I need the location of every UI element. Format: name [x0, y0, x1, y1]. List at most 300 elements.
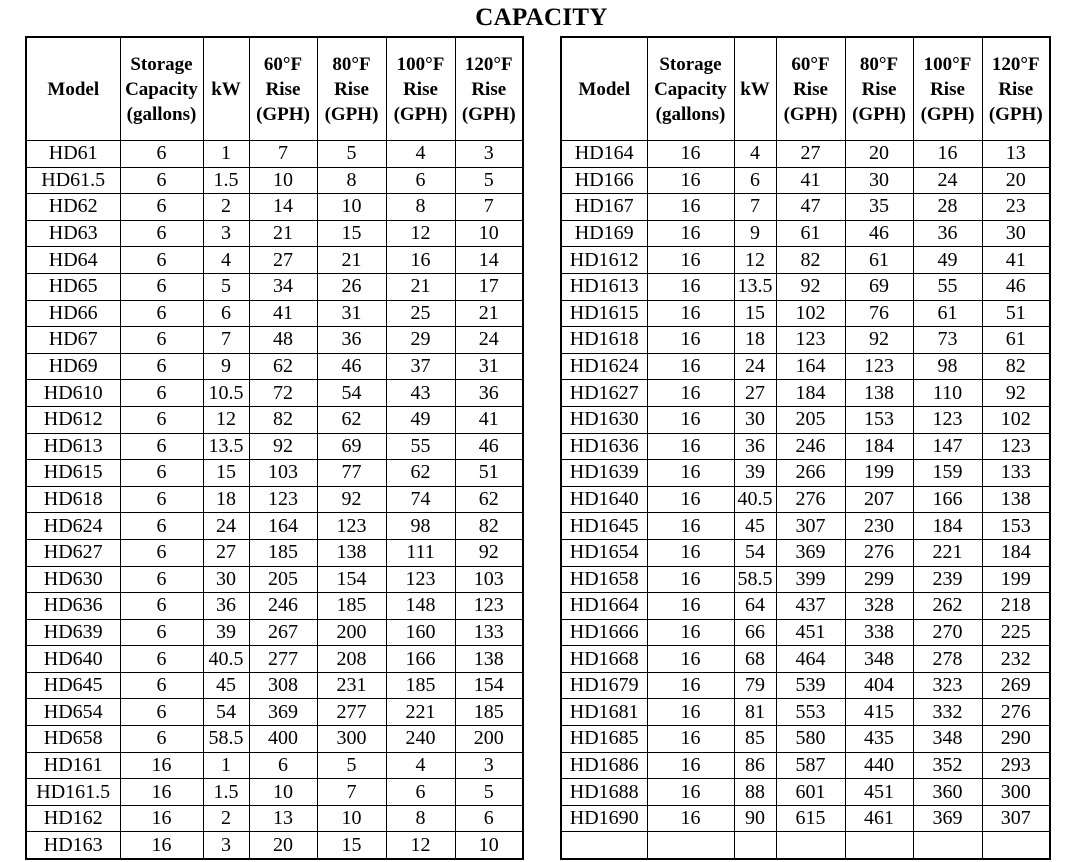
column-header-line: 80°F [859, 53, 899, 75]
table-row [26, 832, 523, 859]
table-cell: 4 [386, 141, 455, 168]
model-cell: HD639 [26, 619, 120, 646]
table-cell: 6 [120, 672, 203, 699]
table-row [561, 353, 1050, 380]
table-row [26, 194, 523, 221]
table-cell: 464 [776, 646, 845, 673]
column-header-line: 60°F [791, 53, 830, 75]
table-cell: 86 [734, 752, 776, 779]
table-cell: 5 [203, 273, 249, 300]
table-cell: 185 [386, 672, 455, 699]
table-cell: 3 [203, 220, 249, 247]
table-cell: 6 [455, 805, 523, 832]
table-cell: 153 [845, 406, 913, 433]
table-cell: 240 [386, 726, 455, 753]
table-cell: 16 [120, 779, 203, 806]
table-cell: 16 [647, 646, 734, 673]
table-cell: 88 [734, 779, 776, 806]
table-cell: 16 [913, 141, 982, 168]
table-cell: 36 [203, 593, 249, 620]
table-cell: 77 [317, 460, 386, 487]
table-cell: 18 [734, 327, 776, 354]
table-cell: 14 [249, 194, 317, 221]
table-cell: 16 [120, 832, 203, 859]
table-row [561, 460, 1050, 487]
table-cell: 246 [249, 593, 317, 620]
table-cell [647, 832, 734, 859]
table-cell: 111 [386, 539, 455, 566]
table-cell: 13 [982, 141, 1050, 168]
table-cell: 20 [249, 832, 317, 859]
table-cell: 47 [776, 194, 845, 221]
table-cell: 6 [120, 247, 203, 274]
table-cell: 1 [203, 752, 249, 779]
table-cell: 16 [120, 752, 203, 779]
capacity-table-right [560, 36, 1051, 860]
table-cell: 300 [982, 779, 1050, 806]
table-cell: 72 [249, 380, 317, 407]
table-cell: 138 [845, 380, 913, 407]
model-cell: HD630 [26, 566, 120, 593]
table-cell: 58.5 [734, 566, 776, 593]
table-cell: 6 [120, 646, 203, 673]
table-cell: 160 [386, 619, 455, 646]
model-cell: HD654 [26, 699, 120, 726]
column-header-line: (GPH) [461, 103, 516, 125]
model-cell: HD161 [26, 752, 120, 779]
table-cell: 30 [203, 566, 249, 593]
column-header [845, 37, 913, 141]
column-header [776, 37, 845, 141]
table-cell: 184 [982, 539, 1050, 566]
table-cell: 6 [120, 300, 203, 327]
model-cell: HD624 [26, 513, 120, 540]
table-cell: 123 [455, 593, 523, 620]
table-cell: 5 [317, 752, 386, 779]
table-cell: 293 [982, 752, 1050, 779]
table-cell: 14 [455, 247, 523, 274]
table-row [561, 167, 1050, 194]
table-row [561, 726, 1050, 753]
table-cell: 307 [982, 805, 1050, 832]
table-row [561, 273, 1050, 300]
model-cell: HD640 [26, 646, 120, 673]
table-cell: 82 [776, 247, 845, 274]
table-row [561, 619, 1050, 646]
capacity-table-left [25, 36, 524, 860]
table-cell: 6 [120, 566, 203, 593]
table-row [561, 646, 1050, 673]
table-cell: 29 [386, 327, 455, 354]
table-cell: 4 [386, 752, 455, 779]
column-header-line: (GPH) [852, 103, 906, 125]
table-cell: 200 [455, 726, 523, 753]
table-cell: 3 [455, 752, 523, 779]
table-cell: 45 [203, 672, 249, 699]
table-cell: 43 [386, 380, 455, 407]
table-cell: 1.5 [203, 779, 249, 806]
table-cell: 360 [913, 779, 982, 806]
table-row [561, 513, 1050, 540]
table-cell: 68 [734, 646, 776, 673]
table-cell: 21 [317, 247, 386, 274]
table-row [26, 646, 523, 673]
table-cell: 6 [386, 167, 455, 194]
table-cell: 28 [913, 194, 982, 221]
table-cell: 232 [982, 646, 1050, 673]
table-cell: 61 [776, 220, 845, 247]
table-cell: 461 [845, 805, 913, 832]
table-cell: 123 [913, 406, 982, 433]
table-cell: 348 [845, 646, 913, 673]
column-header [561, 37, 647, 141]
table-cell: 6 [120, 593, 203, 620]
table-cell: 184 [845, 433, 913, 460]
column-header-line: 80°F [332, 53, 371, 75]
table-cell: 21 [455, 300, 523, 327]
table-cell: 55 [386, 433, 455, 460]
table-cell: 308 [249, 672, 317, 699]
table-cell: 24 [203, 513, 249, 540]
table-cell: 66 [734, 619, 776, 646]
table-cell: 185 [455, 699, 523, 726]
table-cell: 9 [203, 353, 249, 380]
table-cell: 184 [913, 513, 982, 540]
table-cell: 49 [913, 247, 982, 274]
table-cell: 102 [982, 406, 1050, 433]
table-cell: 138 [455, 646, 523, 673]
table-cell: 31 [317, 300, 386, 327]
model-cell: HD636 [26, 593, 120, 620]
table-cell: 207 [845, 486, 913, 513]
table-cell: 5 [455, 779, 523, 806]
column-header-line: (GPH) [920, 103, 975, 125]
column-header [734, 37, 776, 141]
table-body [561, 141, 1050, 860]
table-cell: 27 [249, 247, 317, 274]
column-header-line: 100°F [923, 53, 972, 75]
table-cell: 6 [120, 539, 203, 566]
table-cell: 199 [845, 460, 913, 487]
table-cell: 15 [734, 300, 776, 327]
table-cell: 218 [982, 593, 1050, 620]
table-cell: 9 [734, 220, 776, 247]
table-cell: 123 [386, 566, 455, 593]
table-cell: 147 [913, 433, 982, 460]
table-cell: 6 [734, 167, 776, 194]
table-cell: 17 [455, 273, 523, 300]
table-cell: 16 [120, 805, 203, 832]
table-cell: 16 [647, 273, 734, 300]
table-cell: 16 [647, 220, 734, 247]
table-cell: 16 [647, 566, 734, 593]
table-cell: 31 [455, 353, 523, 380]
table-cell: 41 [982, 247, 1050, 274]
model-cell: HD612 [26, 406, 120, 433]
header-row [26, 37, 523, 141]
table-cell: 98 [913, 353, 982, 380]
model-cell: HD67 [26, 327, 120, 354]
table-row [26, 247, 523, 274]
table-cell: 16 [647, 513, 734, 540]
table-cell: 40.5 [203, 646, 249, 673]
table-cell: 81 [734, 699, 776, 726]
table-row [561, 247, 1050, 274]
model-cell: HD645 [26, 672, 120, 699]
model-cell: HD62 [26, 194, 120, 221]
table-cell: 41 [776, 167, 845, 194]
column-header [120, 37, 203, 141]
model-cell: HD61.5 [26, 167, 120, 194]
table-cell: 1 [203, 141, 249, 168]
table-cell: 16 [647, 779, 734, 806]
table-cell: 400 [249, 726, 317, 753]
table-cell: 82 [455, 513, 523, 540]
table-cell: 166 [386, 646, 455, 673]
table-row [26, 752, 523, 779]
table-cell: 435 [845, 726, 913, 753]
table-cell: 26 [317, 273, 386, 300]
table-row [561, 805, 1050, 832]
table-cell: 221 [386, 699, 455, 726]
table-cell: 21 [386, 273, 455, 300]
table-cell: 102 [776, 300, 845, 327]
table-cell: 6 [120, 433, 203, 460]
model-cell: HD615 [26, 460, 120, 487]
table-cell [776, 832, 845, 859]
table-cell: 6 [120, 460, 203, 487]
column-header-line: (GPH) [783, 103, 838, 125]
column-header-line: kW [740, 78, 770, 100]
table-cell: 200 [317, 619, 386, 646]
column-header-line: Rise [998, 78, 1034, 100]
table-cell: 3 [203, 832, 249, 859]
table-cell: 123 [982, 433, 1050, 460]
table-cell: 16 [647, 672, 734, 699]
table-cell: 369 [913, 805, 982, 832]
table-cell: 12 [734, 247, 776, 274]
table-cell: 221 [913, 539, 982, 566]
table-cell: 58.5 [203, 726, 249, 753]
table-row [561, 300, 1050, 327]
column-header-line: (gallons) [655, 103, 726, 125]
table-cell: 328 [845, 593, 913, 620]
model-cell: HD163 [26, 832, 120, 859]
table-cell: 40.5 [734, 486, 776, 513]
table-cell: 13 [249, 805, 317, 832]
column-header-line: (gallons) [126, 103, 197, 125]
table-row [561, 539, 1050, 566]
table-cell: 90 [734, 805, 776, 832]
model-cell: HD65 [26, 273, 120, 300]
table-cell: 6 [120, 726, 203, 753]
column-header [455, 37, 523, 141]
table-cell: 7 [203, 327, 249, 354]
table-cell: 30 [734, 406, 776, 433]
table-row [561, 220, 1050, 247]
table-cell: 16 [647, 726, 734, 753]
table-row [26, 699, 523, 726]
table-cell: 16 [647, 752, 734, 779]
column-header-line: kW [211, 78, 241, 100]
table-cell: 37 [386, 353, 455, 380]
model-cell: HD1627 [561, 380, 647, 407]
table-row [561, 672, 1050, 699]
table-cell: 5 [455, 167, 523, 194]
model-cell: HD1685 [561, 726, 647, 753]
table-cell: 98 [386, 513, 455, 540]
table-cell: 10 [317, 194, 386, 221]
table-cell: 6 [120, 406, 203, 433]
column-header-line: Model [47, 78, 100, 100]
table-cell: 225 [982, 619, 1050, 646]
table-row [561, 593, 1050, 620]
table-cell: 45 [734, 513, 776, 540]
model-cell: HD63 [26, 220, 120, 247]
table-cell: 16 [647, 300, 734, 327]
column-header [203, 37, 249, 141]
table-cell: 587 [776, 752, 845, 779]
table-cell: 451 [845, 779, 913, 806]
table-cell: 4 [734, 141, 776, 168]
model-cell: HD1613 [561, 273, 647, 300]
table-header [561, 37, 1050, 141]
table-cell: 24 [913, 167, 982, 194]
table-cell: 300 [317, 726, 386, 753]
table-cell: 133 [455, 619, 523, 646]
table-row [26, 619, 523, 646]
table-cell: 16 [647, 327, 734, 354]
table-cell: 51 [982, 300, 1050, 327]
column-header-line: (GPH) [393, 103, 448, 125]
table-row [561, 566, 1050, 593]
table-cell: 92 [776, 273, 845, 300]
table-cell: 323 [913, 672, 982, 699]
table-row [26, 779, 523, 806]
column-header [249, 37, 317, 141]
table-cell: 16 [386, 247, 455, 274]
table-cell: 16 [647, 433, 734, 460]
table-cell [845, 832, 913, 859]
table-cell: 332 [913, 699, 982, 726]
table-row [26, 726, 523, 753]
table-cell: 69 [317, 433, 386, 460]
column-header [647, 37, 734, 141]
model-cell: HD1618 [561, 327, 647, 354]
table-cell: 6 [120, 380, 203, 407]
table-row [561, 699, 1050, 726]
table-cell: 20 [982, 167, 1050, 194]
model-cell: HD1639 [561, 460, 647, 487]
table-cell: 54 [317, 380, 386, 407]
table-cell: 10 [455, 220, 523, 247]
table-cell: 6 [120, 167, 203, 194]
table-cell: 41 [249, 300, 317, 327]
table-cell: 399 [776, 566, 845, 593]
table-cell: 16 [647, 593, 734, 620]
table-cell: 10 [455, 832, 523, 859]
table-cell: 6 [120, 619, 203, 646]
table-cell: 123 [249, 486, 317, 513]
table-cell: 64 [734, 593, 776, 620]
table-row [26, 220, 523, 247]
table-cell: 239 [913, 566, 982, 593]
model-cell: HD1645 [561, 513, 647, 540]
table-cell [982, 832, 1050, 859]
model-cell: HD164 [561, 141, 647, 168]
table-cell: 30 [845, 167, 913, 194]
table-cell: 10 [249, 779, 317, 806]
table-cell: 6 [120, 141, 203, 168]
table-cell: 205 [776, 406, 845, 433]
table-cell: 276 [982, 699, 1050, 726]
model-cell: HD162 [26, 805, 120, 832]
model-cell: HD1668 [561, 646, 647, 673]
table-cell: 123 [776, 327, 845, 354]
model-cell: HD627 [26, 539, 120, 566]
table-cell: 46 [982, 273, 1050, 300]
table-cell: 15 [317, 832, 386, 859]
column-header-line: Rise [403, 78, 438, 100]
model-cell: HD1686 [561, 752, 647, 779]
table-row [26, 593, 523, 620]
table-cell: 16 [647, 167, 734, 194]
page-title: CAPACITY [475, 4, 608, 31]
table-row [26, 406, 523, 433]
table-cell: 7 [455, 194, 523, 221]
table-cell: 54 [203, 699, 249, 726]
table-cell: 278 [913, 646, 982, 673]
table-cell: 6 [120, 513, 203, 540]
table-cell: 277 [317, 699, 386, 726]
table-cell: 1.5 [203, 167, 249, 194]
table-cell: 16 [647, 460, 734, 487]
table-row [26, 167, 523, 194]
column-header-line: Capacity [654, 78, 727, 100]
table-cell: 6 [120, 699, 203, 726]
table-cell: 16 [647, 247, 734, 274]
table-cell: 307 [776, 513, 845, 540]
table-row [26, 539, 523, 566]
model-cell: HD64 [26, 247, 120, 274]
table-cell: 164 [776, 353, 845, 380]
table-cell: 92 [982, 380, 1050, 407]
table-cell: 148 [386, 593, 455, 620]
table-cell: 369 [249, 699, 317, 726]
table-cell: 16 [647, 699, 734, 726]
table-cell: 7 [317, 779, 386, 806]
column-header-line: Storage [130, 53, 193, 75]
table-row [561, 433, 1050, 460]
table-cell: 46 [455, 433, 523, 460]
table-cell: 16 [647, 406, 734, 433]
table-row [26, 805, 523, 832]
table-cell: 8 [386, 194, 455, 221]
table-cell: 16 [647, 194, 734, 221]
table-cell: 208 [317, 646, 386, 673]
table-cell: 154 [317, 566, 386, 593]
model-cell: HD1624 [561, 353, 647, 380]
table-cell: 79 [734, 672, 776, 699]
table-cell: 6 [120, 273, 203, 300]
table-cell: 539 [776, 672, 845, 699]
table-row [26, 566, 523, 593]
table-cell: 13.5 [734, 273, 776, 300]
table-cell: 277 [249, 646, 317, 673]
table-cell: 123 [317, 513, 386, 540]
table-cell: 82 [249, 406, 317, 433]
column-header-line: Model [578, 78, 631, 100]
